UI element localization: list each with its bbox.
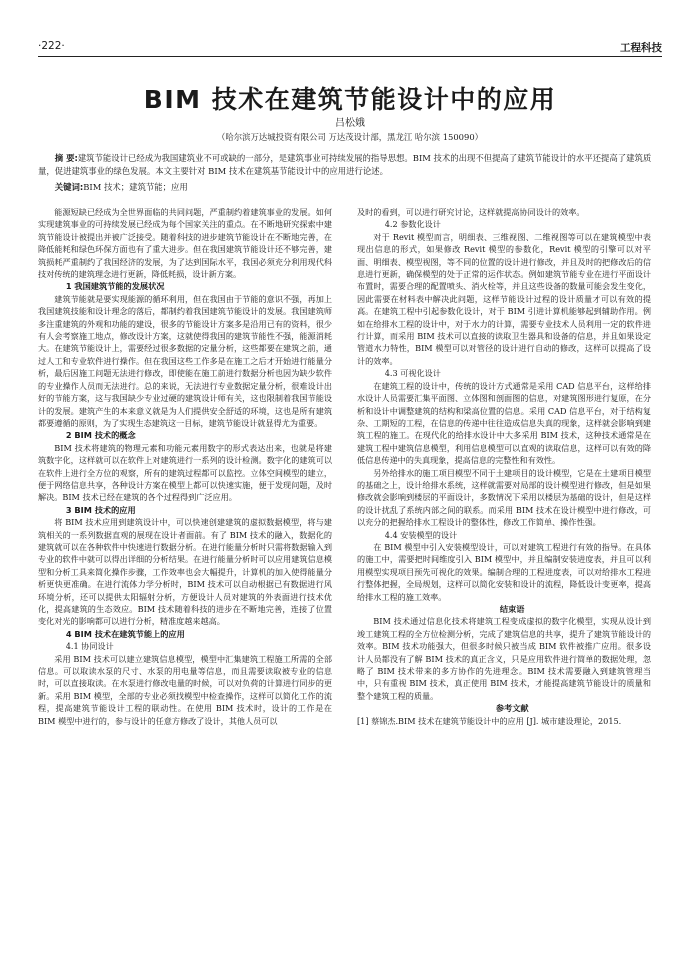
centered-heading: 结束语 xyxy=(499,604,525,614)
reference-item: [1] 蔡锦杰.BIM 技术在建筑节能设计中的应用 [J]. 城市建设理论，2015. xyxy=(357,715,622,726)
paragraph: 另外给排水的施工项目模型不同于土建项目的设计模型，它是在土建项目模型的基础之上，设计给排水系统，这样就需要对局部的设计模型进行修改，但是如果修改就会影响到楼层的平面设计，多数情况下采用以楼层为基础的设计，但是这样的设计扰乱了系统内部之间的联系。而采用 BIM 技术在设计模型中进行修改，可以充分的把握给排水工程设计的整体性，修改工作简单、操作性强。 xyxy=(357,467,651,528)
paragraph: 对于 Revit 模型而言，明细表、三维视图、二维视图等可以在建筑模型中表现出信息的形式，如果修改 Revit 模型的参数化，Revit 模型的引擎可以对平面、明细表、模型视图，等不同的位置的设计进行修改，并且及时的把修改后的信息进行更新，确保模型的处于正常的运作状态。例如建筑节能专业在进行平面设计布置时，需要合理的配置喷头、消火栓等，并且这些设备的数量可能会发生变化，因此需要在材料表中解决此问题，这样节能设计过程的设计质量才可以有效的提高。在建筑工程中引起参数化设计，对于 BIM 引进计算机能够起到辅助作用。例如在给排水工程的设计中，对于水力的计算，需要专业技术人员利用一定的软件进行计算，而采用 BIM 技术可以直接的读取卫生器具和设备的信息，并且如果设定管道水力特性，BIM 模型可以对管径的设计进行自动的修改，这样可以提高了设计的效率。 xyxy=(357,231,651,366)
author: 吕松娥 xyxy=(335,118,365,129)
paragraph: 在 BIM 模型中引入安装模型设计，可以对建筑工程进行有效的指导。在具体的施工中，需要把时间维度引入 BIM 模型中，并且编制安装进度表，并且可以利用模型实现项目预先可视化的效果。编制合理的工程进度表，可以对给排水工程进行整体把握，全局规划，这样可以简化安装和设计的流程，降低设计变更率，提高给排水工程的施工效率。 xyxy=(357,541,651,602)
paragraph: 建筑节能就是要实现能源的循环利用，但在我国由于节能的意识不强，再加上我国建筑技能和设计理念的落后，都制约着我国建筑节能设计的发展。我国建筑师多注重建筑的外观和功能的建设，很多的节能设计方案多是沿用已有的资料，很少有人会考察施工地点，修改设计方案，这就使得我国的建筑节能性不强，能源消耗大。在建筑节能设计上，需要经过很多数据的定量分析，这些都要在建筑之前，通过人工和专业软件进行操作。但在我国这些工作多是在施工之后才开始进行能量分析，最后因施工问题无法进行修改，即使能在施工前进行数据分析也因为缺少软件的专业操作人员而无法进行。总的来说，无法进行专业数据定量分析，很难设计出好的节能方案，这与我国缺少专业过硬的建筑设计师有关，这也限制着我国节能设计的发展。建筑产生的本来意义就是为人们提供安全舒适的环境，这也是所有建筑都要遵循的原则，为了实现生态建筑这一目标，建筑节能设计就显得尤为重要。 xyxy=(38,293,332,428)
paragraph: 将 BIM 技术应用到建筑设计中，可以快速创建建筑的虚拟数据模型，将与建筑相关的一系列数据直观的展现在设计者面前。有了 BIM 技术的融入，数据化的建筑就可以在各种软件中快速进行数据分析。在进行能量分析时只需将数据输入到专业的软件中就可以得出详细的分析结果。在进行能量分析时可以应用建筑信息模型和分析工具来简化操作步骤，工作效率也会大幅提升，计算机的加入使得能量分析更快更准确。在进行流体力学分析时，BIM 技术可以自动根据已有数据进行风环境分析，还可以提供太阳辐射分析，方便设计人员对建筑的外表面进行技术优化，提高建筑的生态效应。BIM 技术随着科技的进步在不断地完善，连接了位置变化对光的影响都可以进行分析，精准度越来越高。 xyxy=(38,517,332,627)
affiliation: （哈尔滨万达城投资有限公司 万达茂设计部，黑龙江 哈尔滨 150090） xyxy=(216,132,484,142)
section-heading: 1 我国建筑节能的发展状况 xyxy=(65,281,165,292)
right-column xyxy=(357,206,651,727)
paragraph: 及时的看到，可以进行研究讨论，这样就提高协同设计的效率。 xyxy=(357,207,585,217)
paragraph: 采用 BIM 技术可以建立建筑信息模型，模型中汇集建筑工程施工所需的全部信息。可以取读水泵的尺寸、水泵的用电量等信息，而且需要读取被专业的信息时，可以直接取读。在水泵进行修改电量的时候，可以对负荷的计算进行同步的更新。采用 BIM 模型，全部的专业必须找模型中检查操作，这样可以简化工作的流程，提高建筑节能设计工程的联动性。在使用 BIM 技术时，设计的工作是在 BIM 模型中进行的，参与设计的任意方修改了设计，其他人员可以 xyxy=(38,653,332,726)
section-heading: 2 BIM 技术的概念 xyxy=(65,430,136,441)
section-heading: 3 BIM 技术的应用 xyxy=(65,504,136,515)
left-column xyxy=(38,206,332,727)
paragraph: 在建筑工程的设计中，传统的设计方式通常是采用 CAD 信息平台，这样给排水设计人员需要汇集平面图、立体图和剖面图的信息，对建筑图形进行复原，在分析和设计中调整建筑的结构和梁高位置的信息。采用 CAD 信息平台，对于结构复杂、工期短的工程，在信息的传递中往往造成信息失真的现象，这样就会影响到建筑工程的施工。在现代化的给排水设计中大多采用 BIM 技术，这种技术通常是在建筑工程中建筑信息模型，利用信息模型可以直观的读取信息，这样可以有效的降低信息传递中的失真现象，提高信息的完整性和有效性。 xyxy=(357,380,651,466)
page-number: ·222· xyxy=(38,40,65,52)
abstract-text: 建筑节能设计已经成为我国建筑业不可或缺的一部分，是建筑事业可持续发展的指导思想。BIM 技术的出现不但提高了建筑节能设计的水平还提高了建筑质量，促进建筑事业的绿色发展。本文主要针对 BIM 技术在建筑基节能设计中的应用进行论述。 xyxy=(38,153,652,176)
abstract-label: 摘 要: xyxy=(54,153,78,163)
subsection-heading: 4.4 安装模型的设计 xyxy=(384,529,458,540)
paragraph: BIM 技术通过信息化技术将建筑工程变成虚拟的数字化模型，实现从设计到竣工建筑工程的全方位检测分析，完成了建筑信息的共享，提升了建筑节能设计的效率。BIM 技术功能强大，但很多时候只被当成 BIM 软件被推广应用。很多设计人员都没有了解 BIM 技术的真正含义，只是应用软件进行简单的数据处理，忽略了 BIM 技术带来的多方协作的先进理念。BIM 技术需要融入到建筑管理当中，只有重视 BIM 技术，真正使用 BIM 技术，才能提高建筑节能设计的质量和整个建筑工程的质量。 xyxy=(357,616,651,701)
subsection-heading: 4.3 可视化设计 xyxy=(384,368,441,379)
subsection-heading: 4.2 参数化设计 xyxy=(384,219,441,230)
keywords xyxy=(38,181,662,193)
centered-heading: 参考文献 xyxy=(495,703,529,714)
paragraph: BIM 技术将建筑的物理元素和功能元素用数字的形式表达出来，也就是将建筑数字化，这样就可以在软件上对建筑进行一系列的设计检测。数字化的建筑可以在软件上进行全方位的观察，所有的建筑过程都可以监控。立体空间模型的建立，便于网络信息共享，各种设计方案在模型上都可以快速实施，便于发现问题，及时解决。BIM 技术已经在建筑的各个过程得到广泛应用。 xyxy=(38,442,332,503)
paragraph: 能源短缺已经成为全世界面临的共同问题，严重制约着建筑事业的发展。如何实现建筑事业的可持续发展已经成为每个国家关注的重点。在不断地研究探索中建筑节能设计被提出并被广泛接受。随着科技的进步建筑节能设计在不断地完善，在降低能耗和绿色环保方面也有了重大进步。但在我国建筑节能设计还不够完善，建筑损耗严重制约了我国经济的发展，为了达到国际水平，我国必须充分利用现代科技对传统的建筑理念进行更新，降低耗损，设计新方案。 xyxy=(38,207,332,280)
section-heading: 4 BIM 技术在建筑节能上的应用 xyxy=(65,628,185,639)
journal-section: 工程科技 xyxy=(620,42,662,54)
keywords-label: 关键词: xyxy=(54,182,84,192)
article-title: BIM 技术在建筑节能设计中的应用 xyxy=(143,85,557,114)
subsection-heading: 4.1 协同设计 xyxy=(65,641,114,652)
keywords-text: BIM 技术；建筑节能；应用 xyxy=(83,182,188,192)
page-header xyxy=(38,40,662,57)
abstract xyxy=(38,152,662,178)
